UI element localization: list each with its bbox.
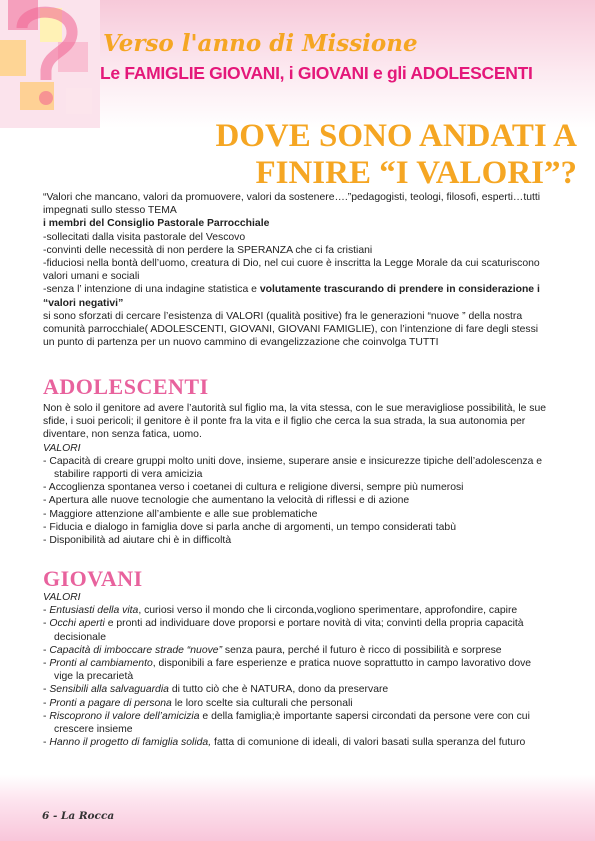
list-item: - Pronti al cambiamento, disponibili a fare esperienze e pratica nuove soprattutto in campo lavorativo dove vige la precarietà xyxy=(43,658,532,683)
intro-point xyxy=(43,283,551,309)
list-item-emphasis: Entusiasti della vita xyxy=(49,605,139,617)
valori-label: VALORI xyxy=(43,442,81,454)
adolescenti-block xyxy=(43,402,551,547)
list-item: - Occhi aperti e pronti ad individuare dove proporsi e portare novità di vita; convinti della propria capacità decisionale xyxy=(43,618,524,643)
intro-point: -sollecitati dalla visita pastorale del Vescovo xyxy=(43,231,246,243)
giovani-block xyxy=(43,591,551,749)
valori-label: VALORI xyxy=(43,592,81,603)
footer-band xyxy=(0,775,595,841)
adolescenti-intro: Non è solo il genitore ad avere l’autorità sul figlio ma, la vita stessa, con le sue meravigliose possibilità, le sue sfide, i suoi pericoli; il genitore è il ponte fra la vita e il figlio che cerca la sua strada, la sua autonomia per diventare, non senza fatica, uomo. xyxy=(43,403,547,441)
article-title-line-1: DOVE SONO ANDATI A xyxy=(215,118,577,154)
list-item: - Hanno il progetto di famiglia solida, fatta di comunione di ideali, di valori basati sulla speranza del futuro xyxy=(43,737,526,749)
page-footer: 6 - La Rocca xyxy=(42,810,115,822)
header-title: Verso l'anno di Missione xyxy=(103,30,418,57)
header-subtitle: Le FAMIGLIE GIOVANI, i GIOVANI e gli ADOLESCENTI xyxy=(100,63,533,83)
list-item: - Fiducia e dialogo in famiglia dove si parla anche di argomenti, un tempo considerati tabù xyxy=(43,521,456,533)
list-item-emphasis: Occhi aperti xyxy=(49,618,105,630)
article-title xyxy=(77,118,577,192)
intro-point-text: -senza l’ intenzione di una indagine statistica e xyxy=(43,284,260,296)
intro-conclusion: si sono sforzati di cercare l’esistenza di VALORI (qualità positive) fra le generazioni “nuove ” della nostra comunità parrocchiale( ADOLESCENTI, GIOVANI, GIOVANI FAMIGLIE), con l’intenzione di fare degli stessi un punto di partenza per un nuovo cammino di evangelizzazione che coinvolga TUTTI xyxy=(43,310,539,349)
list-item-emphasis: Riscoprono il valore dell’amicizia xyxy=(49,710,200,722)
list-item: - Maggiore attenzione all’ambiente e alle sue problematiche xyxy=(43,508,318,520)
list-item: - Disponibilità ad aiutare chi è in difficoltà xyxy=(43,535,232,547)
list-item-emphasis: Capacità di imboccare strade “nuove” xyxy=(49,644,223,656)
list-item-emphasis: Hanno il progetto di famiglia solida, xyxy=(49,737,212,749)
section-heading-giovani: GIOVANI xyxy=(43,566,143,591)
list-item-emphasis: Pronti a pagare di persona xyxy=(49,697,172,709)
decorative-corner-image xyxy=(0,0,100,128)
intro-block xyxy=(43,191,551,349)
list-item-emphasis: Pronti al cambiamento xyxy=(49,658,153,670)
list-item: - Entusiasti della vita, curiosi verso il mondo che li circonda,vogliono sperimentare, approfondire, capire xyxy=(43,605,518,617)
list-item: - Apertura alle nuove tecnologie che aumentano la velocità di riflessi e di azione xyxy=(43,495,410,507)
list-item: - Sensibili alla salvaguardia di tutto ciò che è NATURA, dono da preservare xyxy=(43,684,389,696)
intro-paragraph: “Valori che mancano, valori da promuovere, valori da sostenere….”pedagogisti, teologi, filosofi, esperti…tutti impegnati sullo stesso TEMA xyxy=(43,192,541,217)
article-title-line-2: FINIRE “I VALORI”? xyxy=(255,155,577,191)
list-item-emphasis: Sensibili alla salvaguardia xyxy=(49,684,169,696)
list-item: - Riscoprono il valore dell’amicizia e della famiglia;è importante sapersi circondati da persone vere con cui crescere insieme xyxy=(43,710,530,736)
intro-point: -convinti delle necessità di non perdere la SPERANZA che ci fa cristiani xyxy=(43,244,373,256)
list-item: - Capacità di creare gruppi molto uniti dove, insieme, superare ansie e insicurezze tipiche dell’adolescenza e stabilire rapporti di vera amicizia xyxy=(43,455,543,481)
intro-council-line: i membri del Consiglio Pastorale Parrocchiale xyxy=(43,218,270,230)
section-heading-adolescenti: ADOLESCENTI xyxy=(43,374,209,399)
list-item: - Accoglienza spontanea verso i coetanei di cultura e religione diversi, sempre più numerosi xyxy=(43,482,464,494)
list-item: - Pronti a pagare di persona le loro scelte sia culturali che personali xyxy=(43,697,353,709)
intro-point: -fiduciosi nella bontà dell’uomo, creatura di Dio, nel cui cuore è inscritta la Legge Morale da cui scaturiscono valori umani e sociali xyxy=(43,258,540,283)
list-item: - Capacità di imboccare strade “nuove” senza paura, perché il futuro è ricco di possibilità e sorprese xyxy=(43,644,502,656)
intro-point-bold: volutamente trascurando di prendere in considerazione i “valori negativi” xyxy=(43,284,540,309)
